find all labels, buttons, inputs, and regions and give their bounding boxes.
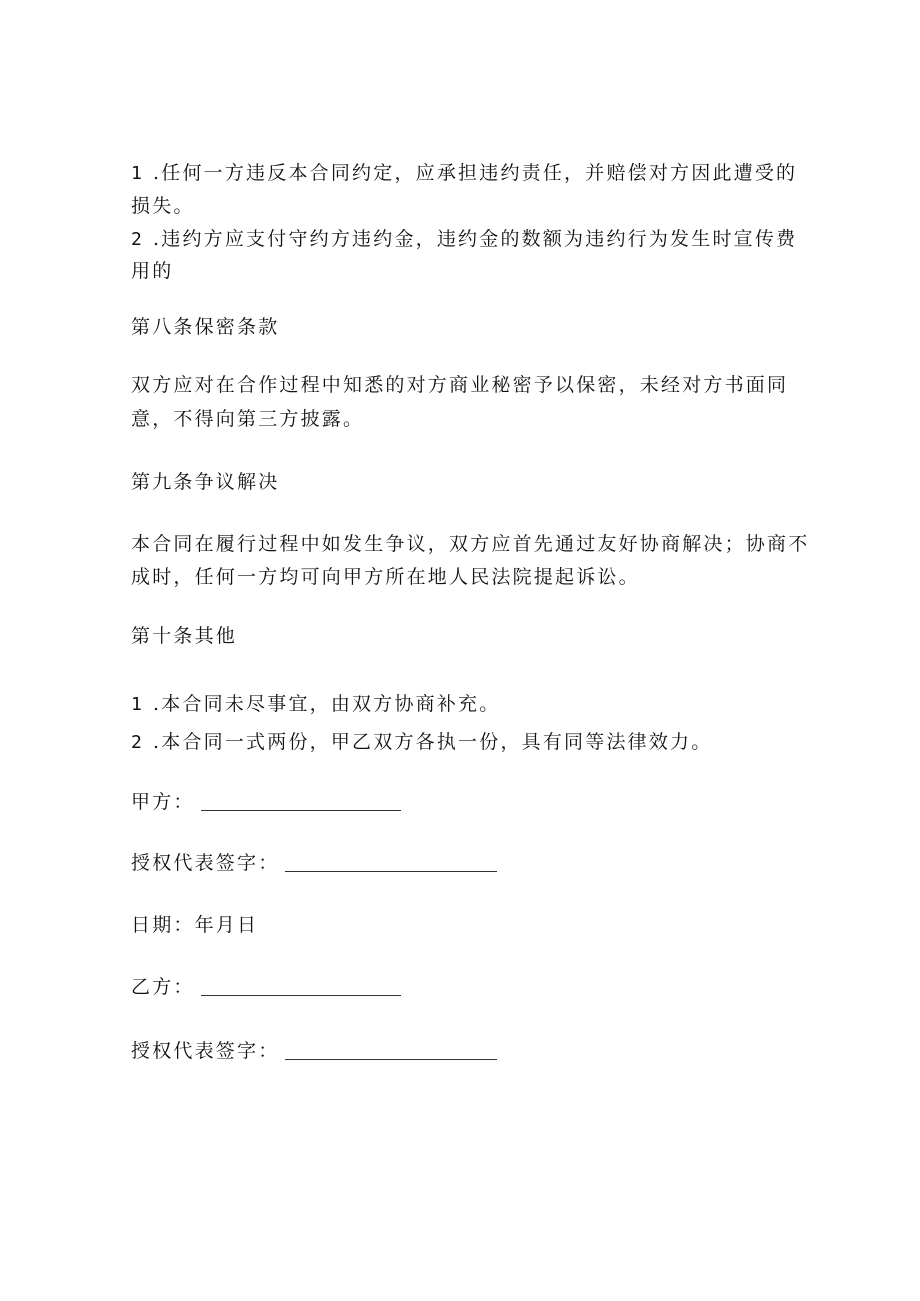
party-b-signature-line[interactable] — [201, 995, 401, 996]
article-8-body-line1: 双方应对在合作过程中知悉的对方商业秘密予以保密，未经对方书面同 — [131, 374, 789, 396]
party-b-rep-label: 授权代表签字： — [131, 1040, 280, 1062]
penalty-item-2-text: .违约方应支付守约方违约金，违约金的数额为违约行为发生时宣传费 — [153, 228, 798, 250]
party-b-label: 乙方： — [131, 976, 195, 998]
article-10-item-1 — [131, 688, 791, 721]
penalty-item-1-line1 — [131, 157, 798, 190]
penalty-item-2-number: 2 — [131, 229, 142, 250]
article-9-body-line2: 成时，任何一方均可向甲方所在地人民法院提起诉讼。 — [131, 566, 640, 588]
article-9-body-line1: 本合同在履行过程中如发生争议，双方应首先通过友好协商解决；协商不 — [131, 533, 810, 555]
party-a-signature-line[interactable] — [201, 810, 401, 811]
article-8-title: 第八条保密条款 — [131, 316, 280, 338]
article-10-title: 第十条其他 — [131, 625, 238, 647]
party-a-rep-signature-line[interactable] — [285, 871, 497, 872]
party-a-rep-row — [131, 847, 791, 880]
article-10-item-1-number: 1 — [131, 694, 142, 715]
party-a-rep-label: 授权代表签字： — [131, 852, 280, 874]
penalty-item-1-text: .任何一方违反本合同约定，应承担违约责任，并赔偿对方因此遭受的 — [153, 162, 798, 184]
penalty-item-1-number: 1 — [131, 163, 142, 184]
party-b-rep-row — [131, 1035, 791, 1068]
article-10-item-2-text: .本合同一式两份，甲乙双方各执一份，具有同等法律效力。 — [153, 731, 713, 753]
party-a-row — [131, 786, 791, 819]
party-b-row — [131, 971, 791, 1004]
penalty-item-1-line2: 损失。 — [131, 195, 195, 217]
article-10-item-1-text: .本合同未尽事宜，由双方协商补充。 — [153, 693, 501, 715]
article-8-body-line2: 意，不得向第三方披露。 — [131, 408, 365, 430]
penalty-item-2-line1 — [131, 223, 798, 256]
date-label: 日期：年月日 — [131, 914, 259, 936]
penalty-item-2-line2: 用的 — [131, 260, 174, 282]
party-b-rep-signature-line[interactable] — [285, 1059, 497, 1060]
article-10-item-2-number: 2 — [131, 732, 142, 753]
party-a-label: 甲方： — [131, 791, 195, 813]
article-9-title: 第九条争议解决 — [131, 471, 280, 493]
article-10-item-2 — [131, 726, 791, 759]
